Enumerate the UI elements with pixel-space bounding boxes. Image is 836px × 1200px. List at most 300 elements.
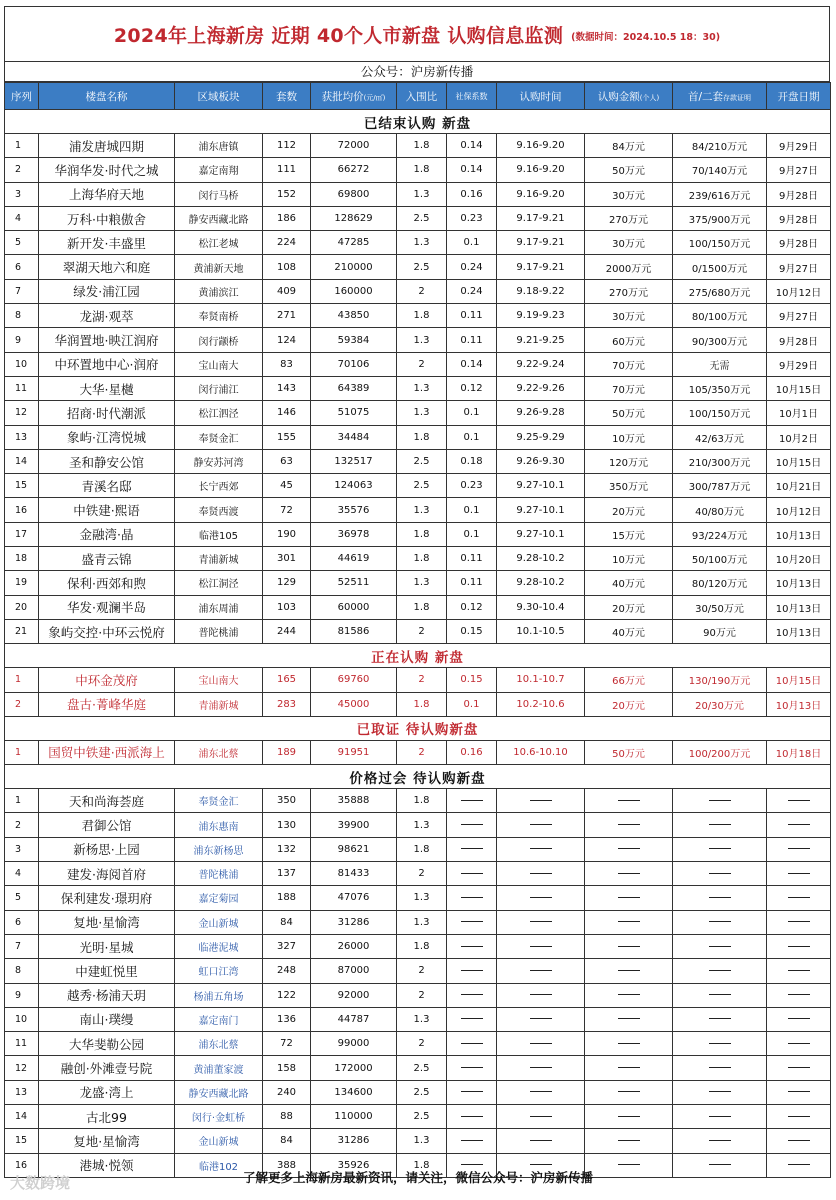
cell-subscribe-amount: 20万元 — [585, 595, 673, 619]
cell-subscribe-time: 9.19-9.23 — [497, 304, 585, 328]
cell-social-coef: 0.23 — [447, 474, 497, 498]
cell-name: 上海华府天地 — [39, 182, 175, 206]
dash-mark — [530, 970, 552, 971]
cell-name: 华发·观澜半岛 — [39, 595, 175, 619]
cell-district: 浦东周浦 — [175, 595, 263, 619]
cell-name: 龙盛·湾上 — [39, 1080, 175, 1104]
cell-district: 闵行颛桥 — [175, 328, 263, 352]
cell-units: 248 — [263, 959, 311, 983]
cell-subscribe-amount: 66万元 — [585, 668, 673, 692]
cell-name: 招商·时代潮派 — [39, 401, 175, 425]
cell-seq: 2 — [5, 692, 39, 716]
col-header-open-date: 开盘日期 — [767, 83, 831, 110]
cell-ratio: 1.3 — [397, 886, 447, 910]
dash-mark — [788, 800, 810, 801]
table-row — [5, 328, 831, 352]
cell-units: 350 — [263, 789, 311, 813]
cell-units: 190 — [263, 522, 311, 546]
cell-empty-dash — [497, 1080, 585, 1104]
cell-name: 新开发·丰盛里 — [39, 231, 175, 255]
cell-social-coef: 0.24 — [447, 255, 497, 279]
cell-name: 大华·星樾 — [39, 376, 175, 400]
cell-units: 224 — [263, 231, 311, 255]
data-time-note: (数据时间：2024.10.5 18：30) — [571, 32, 721, 43]
title-bar — [4, 6, 830, 62]
cell-district: 青浦新城 — [175, 547, 263, 571]
dash-mark — [788, 921, 810, 922]
cell-ratio: 2.5 — [397, 1080, 447, 1104]
col-header-first-second: 首/二套存款证明 — [673, 83, 767, 110]
cell-empty-dash — [767, 959, 831, 983]
cell-subscribe-time: 9.16-9.20 — [497, 158, 585, 182]
cell-units: 83 — [263, 352, 311, 376]
cell-seq: 4 — [5, 862, 39, 886]
cell-name: 象屿·江湾悦城 — [39, 425, 175, 449]
dash-mark — [788, 970, 810, 971]
cell-ratio: 2 — [397, 862, 447, 886]
dash-mark — [788, 1164, 810, 1165]
cell-social-coef: 0.1 — [447, 401, 497, 425]
col-header-subscribe-time: 认购时间 — [497, 83, 585, 110]
cell-seq: 2 — [5, 813, 39, 837]
dash-mark — [530, 1164, 552, 1165]
cell-district: 普陀桃浦 — [175, 619, 263, 643]
cell-social-coef: 0.11 — [447, 571, 497, 595]
cell-district: 嘉定菊园 — [175, 886, 263, 910]
cell-first-second: 70/140万元 — [673, 158, 767, 182]
cell-empty-dash — [585, 959, 673, 983]
cell-subscribe-amount: 20万元 — [585, 498, 673, 522]
cell-name: 盛青云锦 — [39, 547, 175, 571]
dash-mark — [461, 1164, 483, 1165]
cell-subscribe-amount: 270万元 — [585, 279, 673, 303]
cell-district: 奉贤南桥 — [175, 304, 263, 328]
cell-subscribe-time: 9.27-10.1 — [497, 474, 585, 498]
cell-district: 普陀桃浦 — [175, 862, 263, 886]
dash-mark — [530, 1043, 552, 1044]
cell-name: 君御公馆 — [39, 813, 175, 837]
cell-first-second: 42/63万元 — [673, 425, 767, 449]
cell-seq: 3 — [5, 837, 39, 861]
dash-mark — [461, 970, 483, 971]
cell-ratio: 1.3 — [397, 328, 447, 352]
cell-subscribe-amount: 70万元 — [585, 352, 673, 376]
cell-empty-dash — [673, 1007, 767, 1031]
cell-open-date: 10月2日 — [767, 425, 831, 449]
cell-ratio: 2 — [397, 983, 447, 1007]
section-certified: 已取证 待认购新盘 — [5, 716, 831, 740]
cell-empty-dash — [585, 1129, 673, 1153]
cell-units: 152 — [263, 182, 311, 206]
cell-name: 古北99 — [39, 1104, 175, 1128]
dash-mark — [709, 1043, 731, 1044]
cell-seq: 5 — [5, 231, 39, 255]
dash-mark — [618, 1140, 640, 1141]
col-header-name: 楼盘名称 — [39, 83, 175, 110]
cell-subscribe-amount: 40万元 — [585, 571, 673, 595]
cell-empty-dash — [447, 1080, 497, 1104]
cell-subscribe-time: 9.18-9.22 — [497, 279, 585, 303]
table-row — [5, 1007, 831, 1031]
cell-name: 南山·璞缦 — [39, 1007, 175, 1031]
dash-mark — [709, 1018, 731, 1019]
dash-mark — [618, 848, 640, 849]
dash-mark — [461, 1140, 483, 1141]
cell-units: 111 — [263, 158, 311, 182]
cell-district: 杨浦五角场 — [175, 983, 263, 1007]
cell-units: 137 — [263, 862, 311, 886]
cell-empty-dash — [585, 862, 673, 886]
cell-open-date: 10月20日 — [767, 547, 831, 571]
cell-empty-dash — [585, 910, 673, 934]
dash-mark — [461, 1018, 483, 1019]
cell-empty-dash — [673, 1080, 767, 1104]
cell-seq: 18 — [5, 547, 39, 571]
cell-empty-dash — [447, 1032, 497, 1056]
cell-units: 327 — [263, 934, 311, 958]
cell-units: 129 — [263, 571, 311, 595]
cell-district: 临港102 — [175, 1153, 263, 1177]
cell-empty-dash — [585, 1104, 673, 1128]
cell-social-coef: 0.16 — [447, 740, 497, 764]
cell-first-second: 100/150万元 — [673, 401, 767, 425]
cell-name: 翠湖天地六和庭 — [39, 255, 175, 279]
cell-avg-price: 210000 — [311, 255, 397, 279]
dash-mark — [618, 970, 640, 971]
cell-ratio: 1.8 — [397, 547, 447, 571]
cell-first-second: 0/1500万元 — [673, 255, 767, 279]
table-row — [5, 425, 831, 449]
cell-district: 闵行·金虹桥 — [175, 1104, 263, 1128]
cell-district: 浦东惠南 — [175, 813, 263, 837]
cell-name: 保利·西郊和煦 — [39, 571, 175, 595]
cell-empty-dash — [447, 789, 497, 813]
cell-subscribe-time: 10.1-10.7 — [497, 668, 585, 692]
cell-subscribe-time: 10.1-10.5 — [497, 619, 585, 643]
cell-first-second: 100/200万元 — [673, 740, 767, 764]
cell-ratio: 2 — [397, 959, 447, 983]
cell-first-second: 20/30万元 — [673, 692, 767, 716]
cell-empty-dash — [497, 934, 585, 958]
dash-mark — [618, 824, 640, 825]
dash-mark — [709, 970, 731, 971]
cell-subscribe-amount: 20万元 — [585, 692, 673, 716]
cell-seq: 16 — [5, 1153, 39, 1177]
cell-units: 240 — [263, 1080, 311, 1104]
cell-ratio: 2 — [397, 619, 447, 643]
table-row — [5, 1032, 831, 1056]
cell-avg-price: 26000 — [311, 934, 397, 958]
cell-district: 黄浦新天地 — [175, 255, 263, 279]
cell-social-coef: 0.11 — [447, 304, 497, 328]
cell-avg-price: 35888 — [311, 789, 397, 813]
cell-district: 嘉定南翔 — [175, 158, 263, 182]
cell-empty-dash — [447, 1056, 497, 1080]
cell-district: 浦东北蔡 — [175, 1032, 263, 1056]
cell-units: 103 — [263, 595, 311, 619]
cell-subscribe-amount: 60万元 — [585, 328, 673, 352]
cell-seq: 17 — [5, 522, 39, 546]
cell-first-second: 40/80万元 — [673, 498, 767, 522]
cell-empty-dash — [497, 862, 585, 886]
cell-empty-dash — [497, 959, 585, 983]
cell-ratio: 2 — [397, 740, 447, 764]
dash-mark — [618, 1043, 640, 1044]
cell-subscribe-amount: 84万元 — [585, 134, 673, 158]
dash-mark — [461, 921, 483, 922]
cell-avg-price: 43850 — [311, 304, 397, 328]
cell-empty-dash — [497, 813, 585, 837]
cell-avg-price: 44787 — [311, 1007, 397, 1031]
cell-empty-dash — [585, 934, 673, 958]
dash-mark — [618, 873, 640, 874]
cell-name: 中建虹悦里 — [39, 959, 175, 983]
cell-open-date: 10月13日 — [767, 595, 831, 619]
cell-subscribe-time: 9.16-9.20 — [497, 182, 585, 206]
cell-subscribe-amount: 10万元 — [585, 547, 673, 571]
cell-seq: 13 — [5, 1080, 39, 1104]
cell-empty-dash — [767, 837, 831, 861]
cell-empty-dash — [767, 813, 831, 837]
dash-mark — [709, 1164, 731, 1165]
dash-mark — [709, 824, 731, 825]
cell-open-date: 10月15日 — [767, 376, 831, 400]
table-row — [5, 595, 831, 619]
table-row — [5, 789, 831, 813]
cell-open-date: 10月13日 — [767, 571, 831, 595]
cell-open-date: 10月13日 — [767, 522, 831, 546]
dash-mark — [461, 994, 483, 995]
table-row — [5, 1129, 831, 1153]
cell-empty-dash — [585, 789, 673, 813]
table-row — [5, 668, 831, 692]
cell-first-second: 375/900万元 — [673, 206, 767, 230]
table-row — [5, 498, 831, 522]
cell-avg-price: 36978 — [311, 522, 397, 546]
cell-first-second: 无需 — [673, 352, 767, 376]
dash-mark — [530, 897, 552, 898]
cell-name: 浦发唐城四期 — [39, 134, 175, 158]
table-row — [5, 619, 831, 643]
cell-units: 108 — [263, 255, 311, 279]
dash-mark — [461, 1067, 483, 1068]
cell-name: 新杨思·上园 — [39, 837, 175, 861]
cell-seq: 1 — [5, 789, 39, 813]
cell-subscribe-time: 9.27-10.1 — [497, 498, 585, 522]
dash-mark — [461, 800, 483, 801]
cell-units: 72 — [263, 1032, 311, 1056]
cell-avg-price: 34484 — [311, 425, 397, 449]
cell-ratio: 1.8 — [397, 1153, 447, 1177]
cell-district: 宝山南大 — [175, 668, 263, 692]
cell-social-coef: 0.15 — [447, 668, 497, 692]
cell-district: 松江洞泾 — [175, 571, 263, 595]
cell-avg-price: 35926 — [311, 1153, 397, 1177]
cell-empty-dash — [767, 983, 831, 1007]
cell-units: 188 — [263, 886, 311, 910]
cell-name: 复地·星愉湾 — [39, 910, 175, 934]
dash-mark — [709, 946, 731, 947]
cell-empty-dash — [447, 886, 497, 910]
table-row — [5, 376, 831, 400]
col-header-units: 套数 — [263, 83, 311, 110]
cell-open-date: 9月28日 — [767, 231, 831, 255]
table-row — [5, 837, 831, 861]
cell-open-date: 10月18日 — [767, 740, 831, 764]
dash-mark — [709, 897, 731, 898]
page-title: 2024年上海新房 近期 40个人市新盘 认购信息监测 — [113, 24, 564, 47]
cell-avg-price: 70106 — [311, 352, 397, 376]
cell-district: 闵行浦江 — [175, 376, 263, 400]
cell-empty-dash — [497, 1007, 585, 1031]
cell-district: 奉贤金汇 — [175, 425, 263, 449]
table-row — [5, 959, 831, 983]
dash-mark — [461, 824, 483, 825]
cell-empty-dash — [673, 789, 767, 813]
cell-district: 静安西藏北路 — [175, 206, 263, 230]
dash-mark — [530, 921, 552, 922]
cell-name: 华润置地·映江润府 — [39, 328, 175, 352]
cell-subscribe-amount: 2000万元 — [585, 255, 673, 279]
cell-empty-dash — [447, 862, 497, 886]
cell-empty-dash — [585, 837, 673, 861]
cell-empty-dash — [585, 1056, 673, 1080]
cell-subscribe-time: 9.25-9.29 — [497, 425, 585, 449]
cell-open-date: 10月21日 — [767, 474, 831, 498]
cell-subscribe-amount: 30万元 — [585, 304, 673, 328]
cell-units: 283 — [263, 692, 311, 716]
cell-empty-dash — [585, 813, 673, 837]
cell-social-coef: 0.23 — [447, 206, 497, 230]
cell-first-second: 130/190万元 — [673, 668, 767, 692]
cell-seq: 21 — [5, 619, 39, 643]
cell-district: 长宁西郊 — [175, 474, 263, 498]
cell-ratio: 1.3 — [397, 571, 447, 595]
cell-avg-price: 31286 — [311, 910, 397, 934]
col-header-ratio: 入围比 — [397, 83, 447, 110]
cell-avg-price: 52511 — [311, 571, 397, 595]
dash-mark — [709, 800, 731, 801]
dash-mark — [461, 1043, 483, 1044]
cell-name: 中环置地中心·润府 — [39, 352, 175, 376]
cell-avg-price: 99000 — [311, 1032, 397, 1056]
footer-note: 了解更多上海新房最新资讯，请关注，微信公众号：沪房新传播 — [242, 1170, 593, 1185]
cell-empty-dash — [767, 1032, 831, 1056]
cell-ratio: 2.5 — [397, 449, 447, 473]
cell-empty-dash — [497, 1104, 585, 1128]
cell-empty-dash — [585, 1080, 673, 1104]
cell-name: 国贸中铁建·西派海上 — [39, 740, 175, 764]
cell-avg-price: 124063 — [311, 474, 397, 498]
dash-mark — [709, 1067, 731, 1068]
dash-mark — [709, 1140, 731, 1141]
cell-units: 88 — [263, 1104, 311, 1128]
cell-subscribe-time: 9.16-9.20 — [497, 134, 585, 158]
cell-district: 闵行马桥 — [175, 182, 263, 206]
cell-avg-price: 60000 — [311, 595, 397, 619]
dash-mark — [618, 1116, 640, 1117]
cell-district: 临港泥城 — [175, 934, 263, 958]
cell-social-coef: 0.11 — [447, 547, 497, 571]
dash-mark — [788, 1018, 810, 1019]
cell-subscribe-amount: 50万元 — [585, 401, 673, 425]
cell-district: 嘉定南门 — [175, 1007, 263, 1031]
cell-seq: 16 — [5, 498, 39, 522]
cell-units: 124 — [263, 328, 311, 352]
table-row — [5, 449, 831, 473]
cell-units: 388 — [263, 1153, 311, 1177]
table-row — [5, 206, 831, 230]
cell-avg-price: 69760 — [311, 668, 397, 692]
cell-first-second: 90/300万元 — [673, 328, 767, 352]
dash-mark — [709, 1091, 731, 1092]
cell-empty-dash — [673, 886, 767, 910]
cell-first-second: 93/224万元 — [673, 522, 767, 546]
dash-mark — [530, 1091, 552, 1092]
cell-first-second: 80/100万元 — [673, 304, 767, 328]
dash-mark — [530, 824, 552, 825]
cell-avg-price: 44619 — [311, 547, 397, 571]
cell-social-coef: 0.1 — [447, 498, 497, 522]
cell-first-second: 100/150万元 — [673, 231, 767, 255]
cell-units: 132 — [263, 837, 311, 861]
cell-social-coef: 0.1 — [447, 692, 497, 716]
dash-mark — [788, 1091, 810, 1092]
cell-avg-price: 134600 — [311, 1080, 397, 1104]
dash-mark — [618, 800, 640, 801]
cell-empty-dash — [673, 934, 767, 958]
cell-subscribe-time: 9.22-9.26 — [497, 376, 585, 400]
cell-units: 122 — [263, 983, 311, 1007]
cell-empty-dash — [497, 910, 585, 934]
cell-seq: 8 — [5, 304, 39, 328]
dash-mark — [618, 897, 640, 898]
table-row — [5, 279, 831, 303]
cell-open-date: 10月15日 — [767, 449, 831, 473]
dash-mark — [788, 994, 810, 995]
cell-subscribe-time: 9.27-10.1 — [497, 522, 585, 546]
cell-seq: 1 — [5, 668, 39, 692]
cell-open-date: 9月28日 — [767, 182, 831, 206]
cell-social-coef: 0.12 — [447, 376, 497, 400]
cell-units: 186 — [263, 206, 311, 230]
cell-empty-dash — [447, 1104, 497, 1128]
table-row — [5, 692, 831, 716]
cell-empty-dash — [673, 1032, 767, 1056]
dash-mark — [530, 1140, 552, 1141]
dash-mark — [530, 1116, 552, 1117]
dash-mark — [461, 897, 483, 898]
cell-subscribe-amount: 15万元 — [585, 522, 673, 546]
cell-seq: 12 — [5, 1056, 39, 1080]
cell-subscribe-amount: 10万元 — [585, 425, 673, 449]
cell-avg-price: 87000 — [311, 959, 397, 983]
cell-empty-dash — [673, 1056, 767, 1080]
table-row — [5, 352, 831, 376]
cell-district: 静安西藏北路 — [175, 1080, 263, 1104]
cell-units: 146 — [263, 401, 311, 425]
cell-ratio: 1.8 — [397, 522, 447, 546]
cell-seq: 20 — [5, 595, 39, 619]
cell-ratio: 2.5 — [397, 255, 447, 279]
cell-social-coef: 0.11 — [447, 328, 497, 352]
cell-seq: 11 — [5, 376, 39, 400]
cell-ratio: 1.3 — [397, 498, 447, 522]
cell-ratio: 2.5 — [397, 206, 447, 230]
cell-ratio: 2.5 — [397, 1104, 447, 1128]
cell-avg-price: 64389 — [311, 376, 397, 400]
cell-seq: 19 — [5, 571, 39, 595]
